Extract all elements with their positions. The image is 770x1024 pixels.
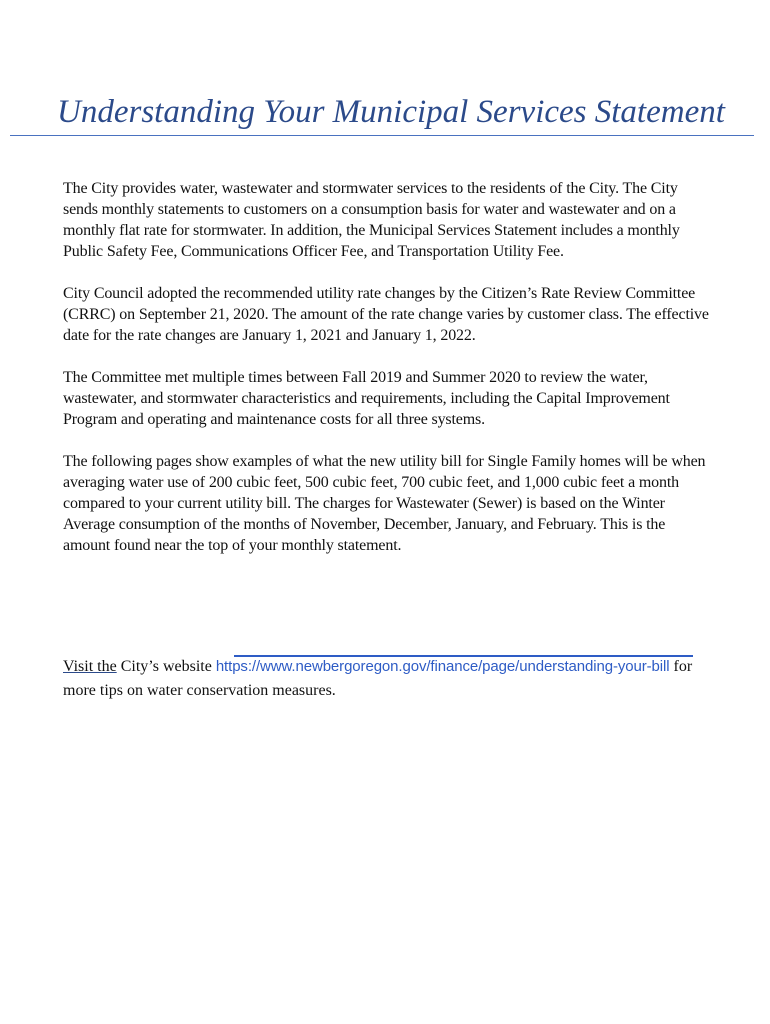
website-link[interactable]: https://www.newbergoregon.gov/finance/page/understanding-your-bill — [215, 658, 670, 675]
paragraph-bill-examples: The following pages show examples of what the new utility bill for Single Family homes will be when averaging water use of 200 cubic feet, 500 cubic feet, 700 cubic feet, and 1,000 cubic feet a month compared to your current utility bill. The charges for Wastewater (Sewer) is based on the Winter Average consumption of the months of November, December, January, and February. This is the amount found near the top of your monthly statement. — [63, 453, 706, 554]
paragraph-committee: The Committee met multiple times between Fall 2019 and Summer 2020 to review the water, wastewater, and stormwater characteristics and requirements, including the Capital Improvement Program and operating and maintenance costs for all three systems. — [63, 369, 670, 428]
visit-suffix-text: for more tips on water conservation measures. — [63, 658, 693, 699]
visit-prefix-text: Visit the — [63, 658, 117, 675]
paragraph-services: The City provides water, wastewater and stormwater services to the residents of the City. The City sends monthly statements to customers on a consumption basis for water and wastewater and on a monthly flat rate for stormwater. In addition, the Municipal Services Statement includes a monthly Public Safety Fee, Communications Officer Fee, and Transportation Utility Fee. — [63, 180, 680, 260]
paragraph-rate-changes: City Council adopted the recommended utility rate changes by the Citizen’s Rate Review Committee (CRRC) on September 21, 2020. The amount of the rate change varies by customer class. The effective date for the rate changes are January 1, 2021 and January 1, 2022. — [63, 285, 709, 344]
website-note — [63, 655, 713, 703]
page-title: Understanding Your Municipal Services Statement — [57, 94, 725, 130]
document-body — [63, 178, 713, 577]
title-divider — [10, 135, 754, 136]
visit-middle-text: City’s website — [116, 658, 216, 675]
